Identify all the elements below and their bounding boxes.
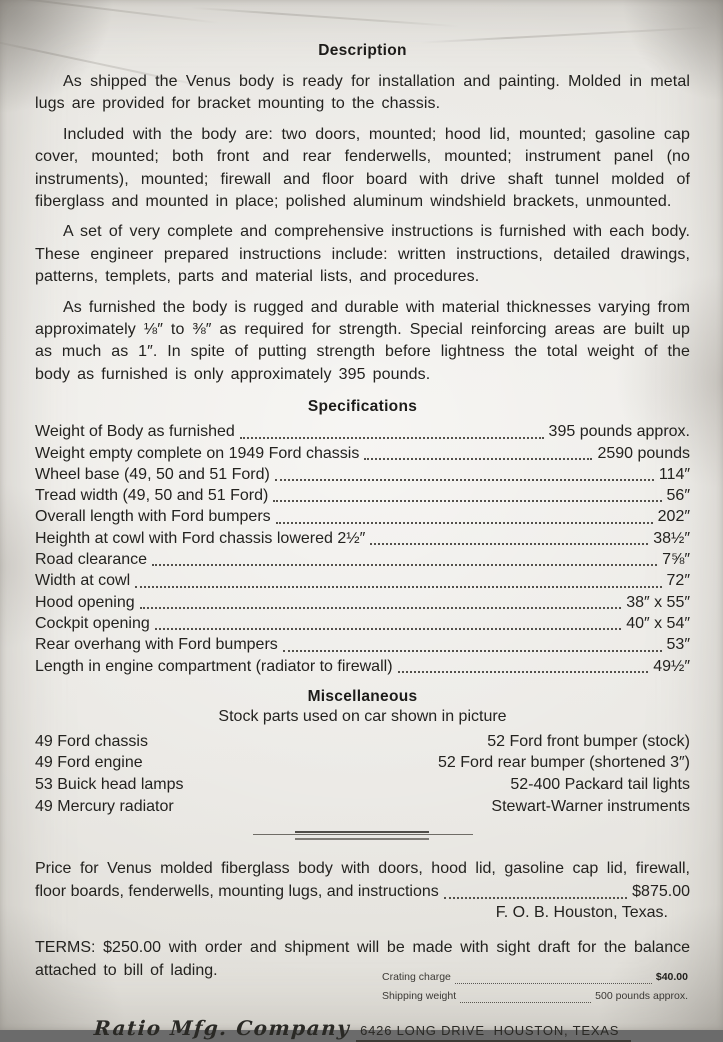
spec-label: Cockpit opening [35, 614, 150, 632]
dot-leader [273, 500, 661, 502]
price-amount: $875.00 [632, 883, 690, 901]
spec-row [35, 613, 690, 634]
fob-line: F. O. B. Houston, Texas. [495, 904, 668, 922]
spec-row [35, 656, 690, 677]
spec-label: Tread width (49, 50 and 51 Ford) [35, 487, 269, 505]
company-address: 6426 LONG DRIVE HOUSTON, TEXAS [356, 1023, 631, 1042]
shipping-weight-row [382, 987, 688, 1006]
spec-label: Weight of Body as furnished [35, 423, 235, 441]
charges-block [382, 968, 688, 1006]
spec-row [35, 464, 690, 485]
spec-row [35, 506, 690, 527]
divider-double-rule [295, 831, 429, 840]
spec-label: Length in engine compartment (radiator to firewall) [35, 657, 393, 675]
paper-crease [0, 0, 219, 24]
stock-part-item: 49 Mercury radiator [35, 797, 174, 815]
company-name: Ratio Mfg. Company [92, 1016, 351, 1041]
charge-label: Crating charge [382, 971, 451, 984]
price-text-line1: Price for Venus molded fiberglass body with doors, hood lid, gasoline cap lid, firewall, [35, 860, 690, 878]
page-content [35, 42, 690, 1042]
price-text-continued: floor boards, fenderwells, mounting lugs, and instructions [35, 883, 439, 901]
crating-charge-row [382, 968, 688, 987]
spec-row [35, 570, 690, 591]
stock-parts-left-list [35, 731, 184, 817]
section-divider [253, 831, 473, 837]
spec-value: 56″ [666, 487, 690, 505]
spec-row [35, 443, 690, 464]
stock-parts-columns [35, 731, 690, 817]
stock-part-item: 53 Buick head lamps [35, 776, 184, 794]
description-heading: Description [318, 42, 407, 59]
dot-leader [460, 1002, 591, 1003]
dot-leader [240, 437, 544, 439]
stock-part-item: 49 Ford engine [35, 754, 143, 772]
stock-part-item: 52 Ford rear bumper (shortened 3″) [437, 754, 690, 772]
dot-leader [155, 628, 621, 630]
spec-value: 2590 pounds [597, 444, 690, 462]
dot-leader [444, 897, 627, 899]
spec-label: Wheel base (49, 50 and 51 Ford) [35, 465, 270, 483]
paper-crease [190, 7, 459, 28]
spec-row [35, 528, 690, 549]
miscellaneous-subheading: Stock parts used on car shown in picture [218, 707, 507, 725]
spec-label: Road clearance [35, 551, 148, 569]
spec-row [35, 592, 690, 613]
specifications-list [35, 421, 690, 677]
spec-value: 7⅝″ [662, 551, 690, 569]
stock-part-item: 52-400 Packard tail lights [510, 776, 690, 794]
charge-label: Shipping weight [382, 990, 457, 1003]
spec-row [35, 549, 690, 570]
spec-value: 49½″ [653, 657, 690, 675]
spec-row [35, 421, 690, 442]
price-block [35, 857, 690, 922]
charge-value: $40.00 [655, 971, 688, 984]
spec-value: 114″ [658, 465, 690, 483]
spec-label: Heighth at cowl with Ford chassis lowered 2½″ [35, 529, 366, 547]
spec-value: 38½″ [653, 529, 690, 547]
stock-part-item: 52 Ford front bumper (stock) [487, 732, 690, 750]
dot-leader [283, 650, 662, 652]
dot-leader [364, 458, 592, 460]
spec-label: Overall length with Ford bumpers [35, 508, 271, 526]
dot-leader [140, 607, 622, 609]
specifications-heading: Specifications [307, 398, 418, 416]
description-paragraph-3: A set of very complete and comprehensive instructions is furnished with each body. These engineer prepared instructions include: written instructions, detailed drawings, patterns, templets, parts and material lists, and procedures. [35, 223, 690, 286]
dot-leader [370, 543, 648, 545]
company-footer [35, 1016, 690, 1042]
spec-label: Weight empty complete on 1949 Ford chassis [35, 444, 360, 462]
spec-value: 53″ [666, 636, 690, 654]
spec-value: 72″ [666, 572, 690, 590]
description-paragraph-1: As shipped the Venus body is ready for installation and painting. Molded in metal lugs are provided for bracket mounting to the chassis. [35, 73, 690, 113]
dot-leader [152, 564, 657, 566]
stock-part-item: 49 Ford chassis [35, 732, 148, 750]
description-paragraph-4: As furnished the body is rugged and durable with material thicknesses varying from approximately ⅛″ to ⅜″ as required for strength. Special reinforcing areas are built up as much as 1″. In spite of putting strength before lightness the total weight of the body as furnished is only approximately 395 pounds. [35, 298, 690, 383]
spec-label: Rear overhang with Ford bumpers [35, 636, 278, 654]
dot-leader [398, 671, 649, 673]
spec-row [35, 634, 690, 655]
paper-crease [420, 26, 710, 43]
spec-label: Hood opening [35, 593, 135, 611]
spec-value: 38″ x 55″ [626, 593, 690, 611]
dot-leader [275, 479, 654, 481]
description-paragraph-2: Included with the body are: two doors, mounted; hood lid, mounted; gasoline cap cover, mounted; both front and rear fenderwells, mounted; instrument panel (no instruments), mounted; firewall and floor board with drive shaft tunnel molded of fiberglass and mounted in place; polished aluminum windshield brackets, unmounted. [35, 125, 690, 211]
dot-leader [135, 586, 661, 588]
spec-value: 202″ [657, 508, 690, 526]
stock-parts-right-list [438, 731, 690, 817]
spec-label: Width at cowl [35, 572, 131, 590]
charge-value: 500 pounds approx. [595, 990, 688, 1003]
dot-leader [455, 983, 652, 984]
spec-row [35, 485, 690, 506]
dot-leader [276, 522, 653, 524]
spec-value: 395 pounds approx. [548, 423, 690, 441]
stock-part-item: Stewart-Warner instruments [491, 797, 690, 815]
spec-value: 40″ x 54″ [626, 614, 690, 632]
miscellaneous-heading: Miscellaneous [307, 687, 418, 705]
terms-paragraph: TERMS: $250.00 with order and shipment will be made with sight draft for the balance attached to bill of lading. [35, 939, 690, 979]
price-text-line2 [35, 880, 690, 903]
